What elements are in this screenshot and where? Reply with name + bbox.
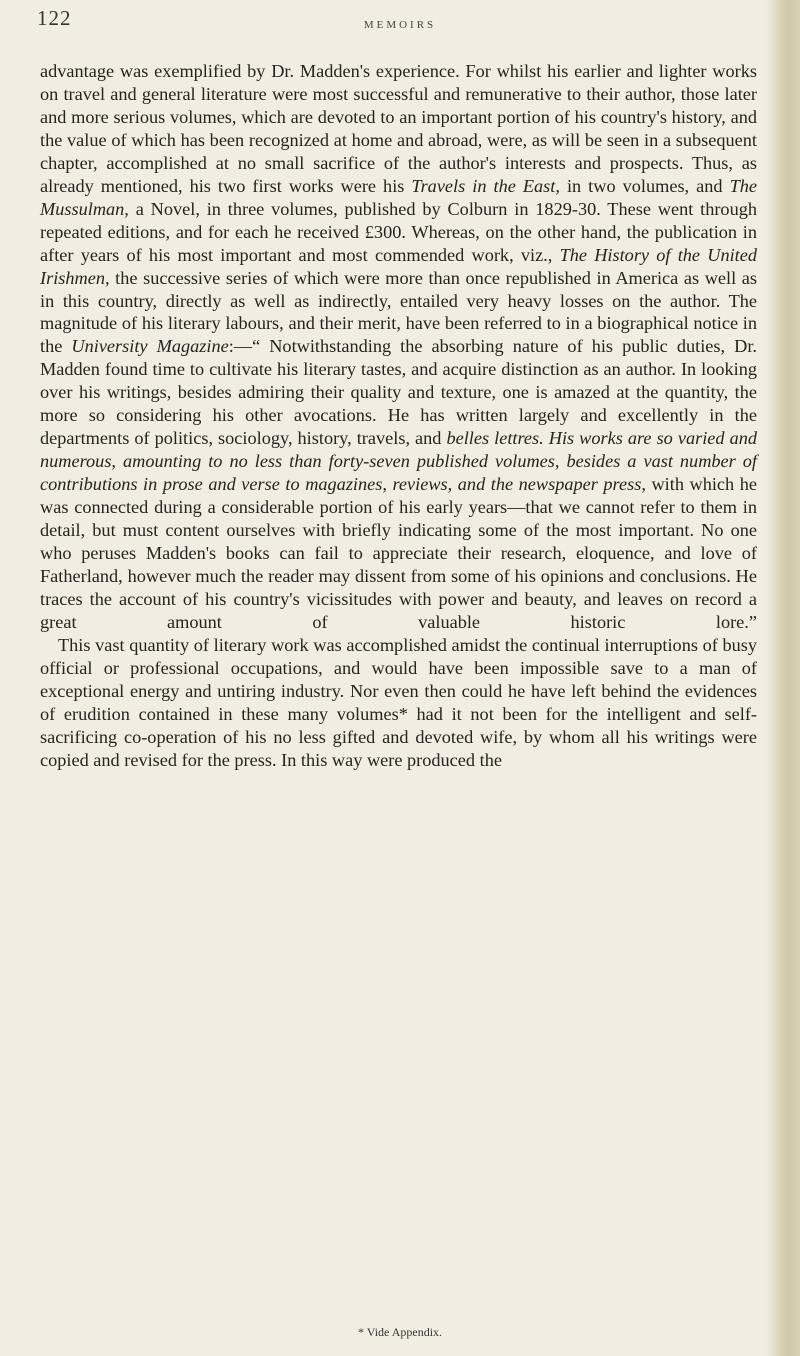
footnote: * Vide Appendix.: [357, 1325, 443, 1339]
body-text: [40, 60, 757, 772]
text-run: :—“ Notwithstanding the absorbing nature of his public duties, Dr. Madden found time to cultivate his literary tastes, and acquire distinction as an author. In looking over his writings, besides admiring their quality and texture, one is amazed at the quantity, the more so considering his other avocations. He has written largely and excellently in the departments of politics, sociology, history, travels, and: [40, 336, 757, 449]
text-run: advantage was exemplified by Dr. Madden's experience. For whilst his earlier and lighter works on travel and general literature were most successful and remunerative to their author, those later and more serious volumes, which are devoted to an important portion of his country's history, and the value of which has been recognized at home and abroad, were, as will be seen in a subsequent chapter, accomplished at no small sacrifice of the author's interests and prospects. Thus, as already mentioned, his two first works were his: [40, 61, 757, 196]
italic-text: belles lettres. His works are so varied and numerous, amounting to no less than forty-seven published volumes, besides a vast number of contributions in prose and verse to magazines, reviews, and the newspaper press,: [40, 428, 757, 495]
text-run: This vast quantity of literary work was accomplished amidst the continual interruptions of busy official or professional occupations, and would have been impossible save to a man of exceptional energy and untiring industry. Nor even then could he have left behind the evidences of erudition contained in these many volumes* had it not been for the intelligent and self-sacrificing co-operation of his no less gifted and devoted wife, by whom all his writings were copied and revised for the press. In this way were produced the: [40, 634, 757, 770]
page-edge: [766, 0, 800, 1356]
paragraph-2: [40, 634, 757, 772]
italic-text: The History of the United Irishmen,: [40, 244, 758, 288]
text-run: a Novel, in three volumes, published by Colburn in 1829-30. These went through repeated editions, and for each he received £300. Whereas, on the other hand, the publication in after years of his most important and most commended work, viz.,: [40, 198, 757, 265]
text-run: in two volumes, and: [559, 175, 730, 196]
running-head: MEMOIRS: [363, 19, 437, 31]
text-run: the successive series of which were more than once republished in America as well as in this country, directly as well as indirectly, entailed very heavy losses on the author. The magnitude of his literary labours, and their merit, have been referred to in a biographical notice in the: [40, 267, 757, 357]
text-run: with which he was connected during a considerable portion of his early years—that we cannot refer to them in detail, but must content ourselves with briefly indicating some of the most important. No one who peruses Madden's books can fail to appreciate their research, eloquence, and love of Fatherland, however much the reader may dissent from some of his opinions and conclusions. He traces the account of his country's vicissitudes with power and beauty, and leaves on record a great amount of valuable historic lore.”: [40, 474, 757, 632]
italic-text: Travels in the East,: [411, 175, 560, 196]
paragraph-1: [40, 60, 757, 634]
italic-text: The Mussulman,: [40, 175, 757, 219]
page-number: 122: [37, 6, 72, 30]
italic-text: University Magazine: [71, 336, 229, 357]
